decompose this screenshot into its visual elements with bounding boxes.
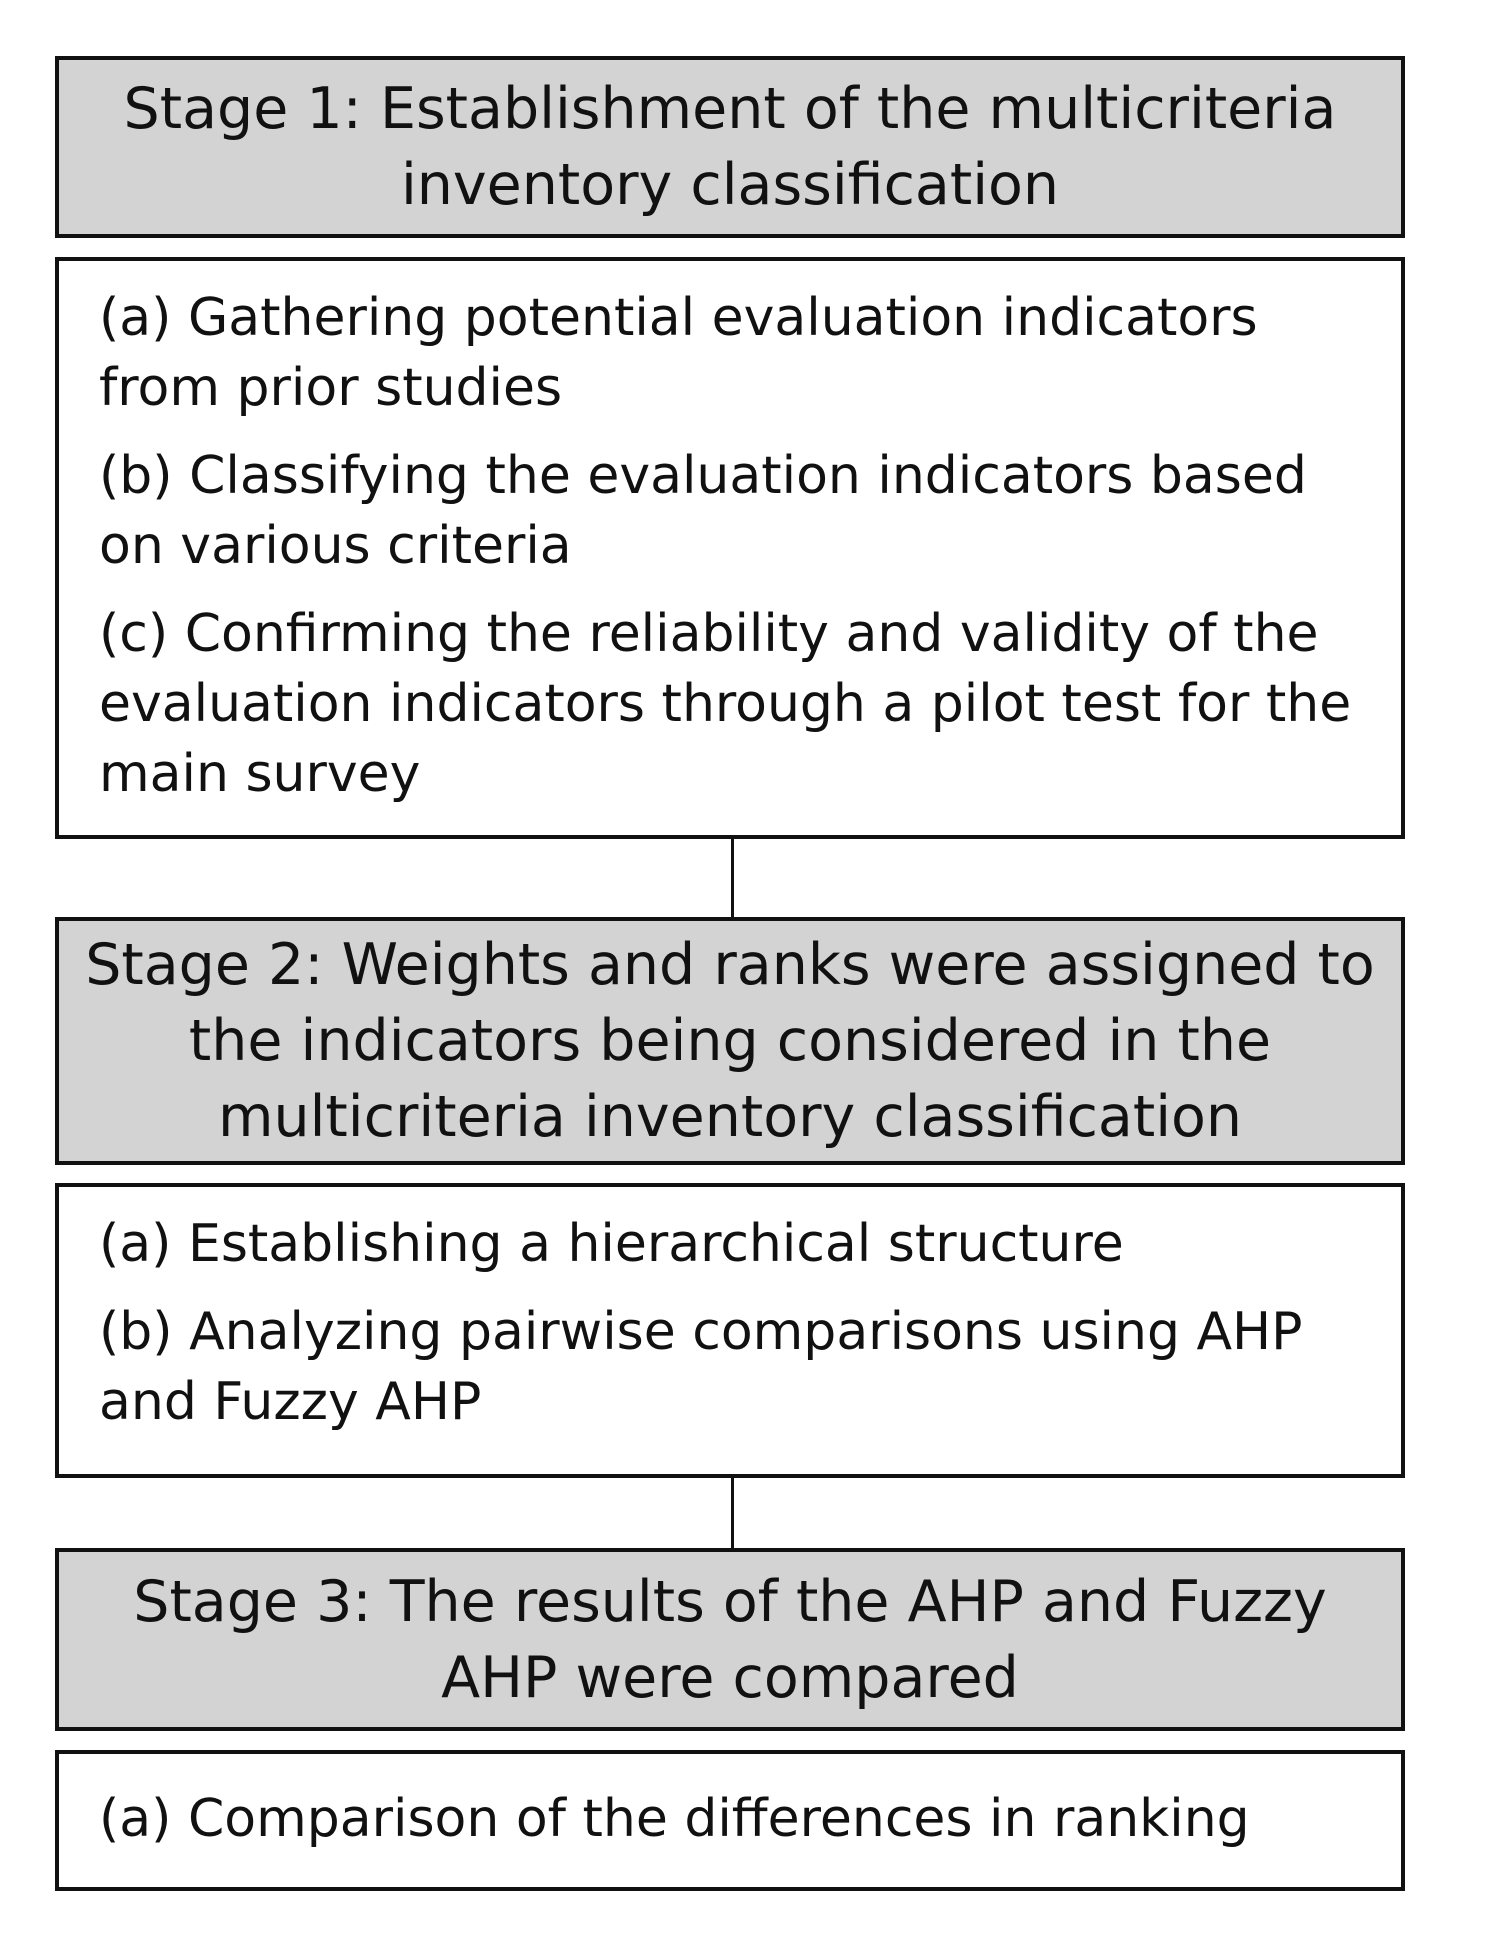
stage-1-title: Stage 1: Establishment of the multicriteria inventory classification — [123, 76, 1337, 218]
stage-3-step-a: (a) Comparison of the differences in ranking — [99, 1789, 1250, 1849]
stage-3-box — [55, 1548, 1405, 1731]
stage-1-step-c: (c) Confirming the reliability and validity of the evaluation indicators through a pilot test for the main survey — [99, 604, 1352, 804]
stage-2-step-a: (a) Establishing a hierarchical structure — [99, 1214, 1124, 1274]
stage-2-steps-box — [55, 1183, 1405, 1478]
stage-1-box — [55, 56, 1405, 238]
stage-1-step-b: (b) Classifying the evaluation indicators based on various criteria — [99, 446, 1307, 576]
stage-2-box — [55, 917, 1405, 1165]
stage-2-title: Stage 2: Weights and ranks were assigned to the indicators being considered in the multicriteria inventory classification — [85, 932, 1375, 1150]
stage-2-step-b: (b) Analyzing pairwise comparisons using AHP and Fuzzy AHP — [99, 1302, 1303, 1432]
stage-1-step-a: (a) Gathering potential evaluation indicators from prior studies — [99, 288, 1258, 418]
connector-stage-1-to-2 — [731, 839, 734, 917]
stage-3-title: Stage 3: The results of the AHP and Fuzzy AHP were compared — [133, 1568, 1327, 1711]
connector-stage-2-to-3 — [731, 1478, 734, 1548]
stage-1-steps-box — [55, 257, 1405, 839]
stage-3-steps-box — [55, 1750, 1405, 1891]
